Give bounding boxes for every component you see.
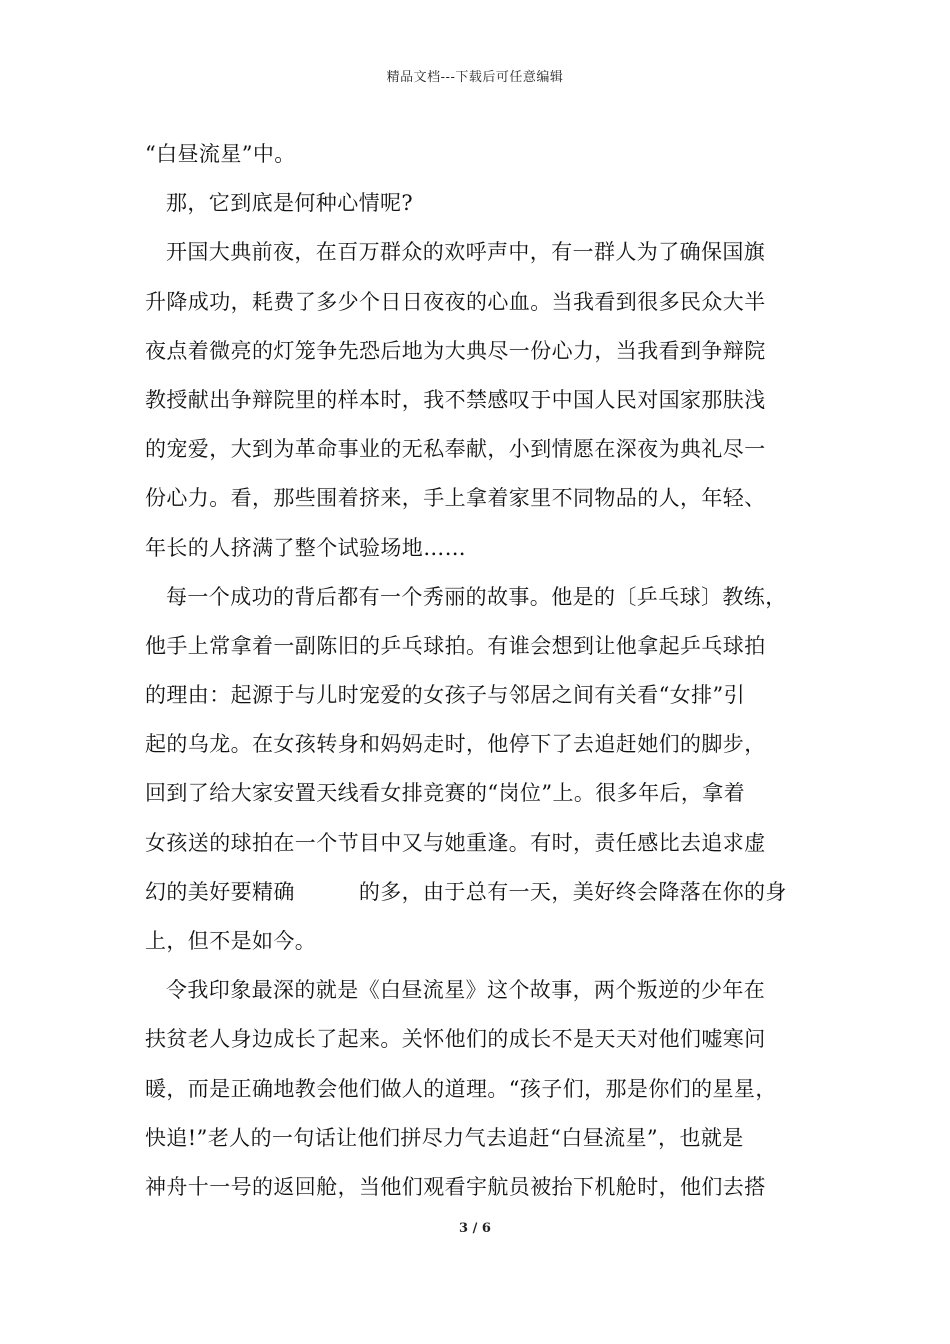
text-line-16-part-1: 幻的美好要精确 <box>145 879 295 904</box>
text-line-5: 夜点着微亮的灯笼争先恐后地为大典尽一份心力，当我看到争辩院 <box>145 338 766 363</box>
text-line-17: 上，但不是如今。 <box>145 929 317 953</box>
text-line-14: 回到了给大家安置天线看女排竞赛的“岗位”上。很多年后，拿着 <box>145 781 746 806</box>
text-line-6: 教授献出争辩院里的样本时，我不禁感叹于中国人民对国家那肤浅 <box>145 387 766 412</box>
text-line-16 <box>145 868 815 917</box>
text-line-11: 他手上常拿着一副陈旧的乒乓球拍。有谁会想到让他拿起乒乓球拍 <box>145 633 766 658</box>
text-line-2: 那，它到底是何种心情呢? <box>166 191 414 216</box>
document-body <box>145 130 815 1212</box>
text-line-3: 开国大典前夜，在百万群众的欢呼声中，有一群人为了确保国旗 <box>166 240 766 265</box>
text-line-7: 的宠爱，大到为革命事业的无私奉献，小到情愿在深夜为典礼尽一 <box>145 437 766 462</box>
text-line-13: 起的乌龙。在女孩转身和妈妈走时，他停下了去追赶她们的脚步， <box>145 732 766 757</box>
text-line-4: 升降成功，耗费了多少个日日夜夜的心血。当我看到很多民众大半 <box>145 289 766 314</box>
text-line-10: 每一个成功的背后都有一个秀丽的故事。他是的〔乒乓球〕教练， <box>166 584 787 609</box>
text-line-16-part-2: 的多，由于总有一天，美好终会降落在你的身 <box>358 879 787 904</box>
text-line-20: 暖，而是正确地教会他们做人的道理。“孩子们，那是你们的星星， <box>145 1076 777 1101</box>
text-line-21: 快追!”老人的一句话让他们拼尽力气去追赶“白昼流星”，也就是 <box>145 1125 744 1150</box>
text-line-19: 扶贫老人身边成长了起来。关怀他们的成长不是天天对他们嘘寒问 <box>145 1027 766 1052</box>
text-line-12: 的理由：起源于与儿时宠爱的女孩子与邻居之间有关看“女排”引 <box>145 683 746 708</box>
text-line-9: 年长的人挤满了整个试验场地…… <box>145 535 466 560</box>
text-line-1: “白昼流星”中。 <box>145 142 296 166</box>
page-number: 3 / 6 <box>459 1221 491 1236</box>
text-line-8: 份心力。看，那些围着挤来，手上拿着家里不同物品的人，年轻、 <box>145 486 766 511</box>
text-line-15: 女孩送的球拍在一个节目中又与她重逢。有时，责任感比去追求虚 <box>145 830 766 855</box>
text-line-22: 神舟十一号的返回舱，当他们观看宇航员被抬下机舱时，他们去搭 <box>145 1174 766 1199</box>
page-header: 精品文档---下载后可任意编辑 <box>386 70 564 85</box>
text-line-18: 令我印象最深的就是《白昼流星》这个故事，两个叛逆的少年在 <box>166 978 766 1003</box>
